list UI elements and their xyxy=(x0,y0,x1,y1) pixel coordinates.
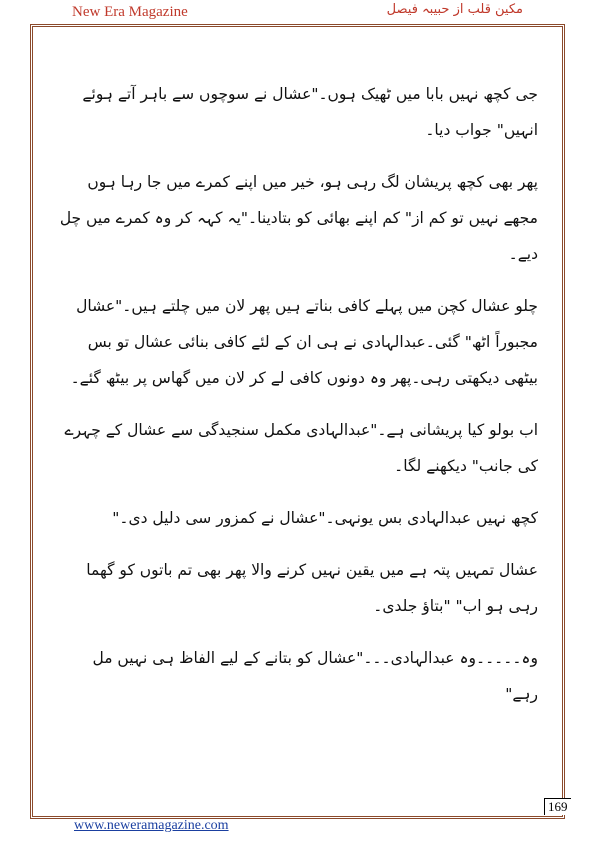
paragraph: وہ۔۔۔۔۔وہ عبدالہادی۔۔۔"عشال کو بتانے کے لیے الفاظ ہی نہیں مل رہے" xyxy=(92,649,538,703)
website-link[interactable]: www.neweramagazine.com xyxy=(74,818,229,833)
magazine-name: New Era Magazine xyxy=(72,4,188,20)
paragraph: جی کچھ نہیں بابا میں ٹھیک ہوں۔"عشال نے سوچوں سے باہر آتے ہوئے انہیں" جواب دیا۔ xyxy=(82,85,538,139)
page-number: 169 xyxy=(544,798,571,815)
story-text-body xyxy=(58,76,538,728)
paragraph: عشال تمہیں پتہ ہے میں یقین نہیں کرنے والا پھر بھی تم باتوں کو گھما رہی ہو اب" "بتاؤ جلدی۔ xyxy=(86,561,538,615)
paragraph: پھر بھی کچھ پریشان لگ رہی ہو، خیر میں اپنے کمرے میں جا رہا ہوں مجھے نہیں تو کم از" کم اپنے بھائی کو بتادینا۔"یہ کہہ کر وہ کمرے میں چل دیے۔ xyxy=(59,173,538,263)
paragraph: اب بولو کیا پریشانی ہے۔"عبدالہادی مکمل سنجیدگی سے عشال کے چہرے کی جانب" دیکھنے لگا۔ xyxy=(64,421,538,475)
paragraph: کچھ نہیں عبدالہادی بس یونہی۔"عشال نے کمزور سی دلیل دی۔" xyxy=(112,509,538,527)
novel-title: مکین قلب از حبیبہ فیصل xyxy=(386,2,523,17)
paragraph: چلو عشال کچن میں پہلے کافی بناتے ہیں پھر لان میں چلتے ہیں۔"عشال مجبوراً اٹھ" گئی۔عبدالہادی نے ہی ان کے لئے کافی بنائی عشال تو بس بیٹھی دیکھتی رہی۔پھر وہ دونوں کافی لے کر لان میں گھاس پر بیٹھ گئے۔ xyxy=(70,297,538,387)
